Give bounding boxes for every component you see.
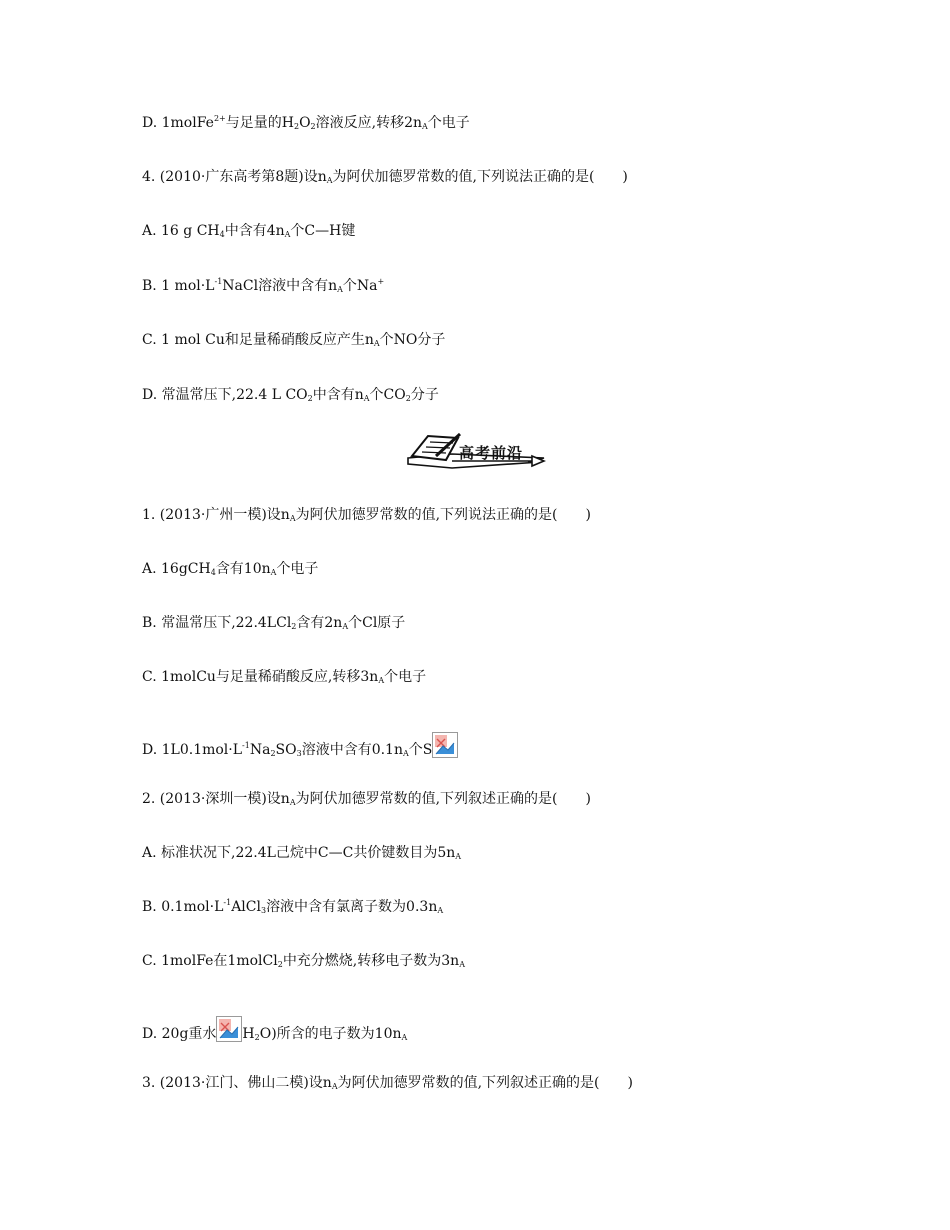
broken-image-icon [216, 1016, 242, 1042]
s2-option-c: C. 1molFe在1molCl$_2$中充分燃烧,转移电子数为$3n_A$ [142, 953, 465, 969]
broken-image-icon [432, 732, 458, 758]
section-question-1: 1. (2013·广州一模)设$n_A$为阿伏加德罗常数的值,下列说法正确的是( ) [142, 507, 591, 523]
s2-option-d: D. 20g重水 $H_2O$)所含的电子数为$10n_A$ [142, 1016, 407, 1044]
s1-option-b: B. 常温常压下,22.4LCl$_2$含有$2n_A$个Cl原子 [142, 615, 406, 631]
s2-option-a: A. 标准状况下,22.4L己烷中C—C共价键数目为$5n_A$ [142, 845, 462, 861]
q4-option-d: D. 常温常压下,22.4 L $CO_2$中含有$n_A$个$CO_2$分子 [142, 387, 439, 403]
section-question-2: 2. (2013·深圳一模)设$n_A$为阿伏加德罗常数的值,下列叙述正确的是( ) [142, 791, 591, 807]
question-4: 4. (2010·广东高考第8题)设$n_A$为阿伏加德罗常数的值,下列说法正确的是( ) [142, 169, 628, 185]
q4-option-b: B. 1 $mol\cdot L^{-1}NaCl$溶液中含有$n_A$个Na+ [142, 277, 385, 294]
s1-option-d: D. $1L0.1mol\cdot L^{-1}Na_2SO_3$溶液中含有$0.1n_A$个S [142, 732, 458, 760]
q4-option-c: C. 1 mol Cu和足量稀硝酸反应产生$n_A$个NO分子 [142, 332, 446, 348]
q4-option-a: A. 16 g $CH_4$中含有$4n_A$个C—H键 [142, 223, 356, 239]
option-d-prev: D. 1molFe$^{2+}$与足量的$H_2O_2$溶液反应,转移$2n_A$个电子 [142, 114, 470, 131]
s2-option-b: B. $0.1mol\cdot L^{-1}AlCl_3$溶液中含有氯离子数为$0.3n_A$ [142, 898, 444, 915]
section-question-3: 3. (2013·江门、佛山二模)设$n_A$为阿伏加德罗常数的值,下列叙述正确的是( ) [142, 1075, 633, 1091]
s1-option-c: C. 1molCu与足量稀硝酸反应,转移$3n_A$个电子 [142, 669, 427, 685]
s1-option-a: A. 16gCH$_4$含有$10n_A$个电子 [142, 561, 319, 577]
section-banner-title: 高考前沿 [459, 444, 524, 462]
